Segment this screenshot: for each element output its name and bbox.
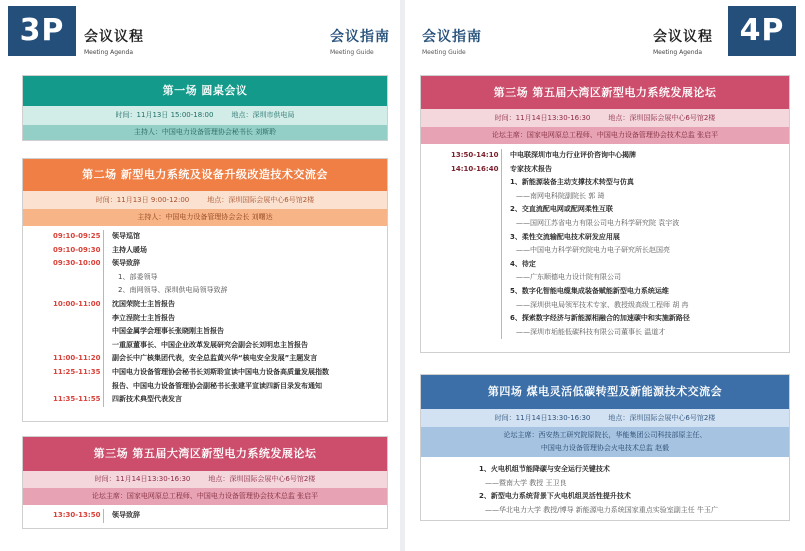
session-1-host: 主持人：中国电力设备管理协会秘书长 刘斯聆 xyxy=(23,125,387,140)
right-page-number-badge: 4P xyxy=(728,6,796,56)
session-3-left-title: 第三场 第五届大湾区新型电力系统发展论坛 xyxy=(23,437,387,471)
agenda-row xyxy=(451,285,789,299)
agenda-row-text: 2、南网领导、深圳供电局领导致辞 xyxy=(103,284,387,298)
session-4-info xyxy=(421,409,789,427)
agenda-row-text: 领导巡馆 xyxy=(103,230,387,244)
session-2-card xyxy=(22,158,388,422)
right-agenda-heading-en: Meeting Agenda xyxy=(653,49,702,56)
agenda-row xyxy=(451,326,789,340)
agenda-row-text: 中电联深圳市电力行业评价咨询中心揭牌 xyxy=(501,149,789,163)
agenda-row xyxy=(451,244,789,258)
agenda-row-text: ——深圳供电局领军技术专家、教授级高级工程师 胡 冉 xyxy=(501,299,789,313)
agenda-row-text: ——中国电力科学研究院电力电子研究所长赵国亮 xyxy=(501,244,789,258)
right-guide-heading-zh: 会议指南 xyxy=(422,29,482,45)
agenda-row-text: 专家技术报告 xyxy=(501,163,789,177)
agenda-row-time: 10:00-11:00 xyxy=(53,299,101,308)
agenda-heading-zh: 会议议程 xyxy=(84,29,144,45)
agenda-row-time: 13:30-13:50 xyxy=(53,511,101,519)
session-2-agenda-list xyxy=(23,226,387,411)
agenda-row-time: 11:00-11:20 xyxy=(53,354,101,363)
guide-heading-en: Meeting Guide xyxy=(330,49,374,56)
session-3-right-time: 时间：11月14日13:30-16:30 xyxy=(494,114,591,122)
session-4-agenda-list xyxy=(421,457,789,521)
agenda-row-text: 2、交直流配电网或配网柔性互联 xyxy=(501,203,789,217)
session-4-place: 地点：深圳国际会展中心6号馆2楼 xyxy=(608,414,716,422)
agenda-row xyxy=(451,217,789,231)
left-page xyxy=(0,0,400,551)
page-number-badge: 3P xyxy=(8,6,76,56)
session-1-place: 地点：深圳市供电局 xyxy=(231,111,295,119)
session-3-right-card xyxy=(420,75,790,353)
agenda-row xyxy=(451,299,789,313)
agenda-row-text: 四新技术典型代表发言 xyxy=(103,393,387,407)
agenda-row xyxy=(451,203,789,217)
agenda-row xyxy=(451,163,789,177)
agenda-row xyxy=(471,477,789,491)
agenda-heading-en: Meeting Agenda xyxy=(84,49,133,56)
agenda-row-text: ——国网江苏省电力有限公司电力科学研究院 袁宇波 xyxy=(501,217,789,231)
session-3-left-place: 地点：深圳国际会展中心6号馆2楼 xyxy=(208,475,316,483)
session-3-right-agenda-list xyxy=(421,144,789,343)
session-4-host-line-1: 论坛主席：西安热工研究院原院长，华能集团公司科技部原主任、 xyxy=(503,431,707,439)
right-agenda-heading-zh: 会议议程 xyxy=(653,29,713,45)
agenda-row xyxy=(53,271,387,285)
agenda-row xyxy=(53,339,387,353)
agenda-row xyxy=(471,463,789,477)
agenda-row xyxy=(451,231,789,245)
session-3-right-place: 地点：深圳国际会展中心6号馆2楼 xyxy=(608,114,716,122)
agenda-row-time: 11:35-11:55 xyxy=(53,395,101,404)
agenda-row-text: 1、新能源装备主动支撑技术转型与仿真 xyxy=(501,176,789,190)
agenda-row xyxy=(53,393,387,407)
agenda-row-text: 李立浧院士主旨报告 xyxy=(103,312,387,326)
session-4-title: 第四场 煤电灵活低碳转型及新能源技术交流会 xyxy=(421,375,789,409)
agenda-row xyxy=(451,149,789,163)
session-2-title: 第二场 新型电力系统及设备升级改造技术交流会 xyxy=(23,159,387,191)
agenda-row-time: 09:10-09:25 xyxy=(53,232,101,240)
agenda-row-text: 副会长中广核集团代表，安全总监黄兴华“核电安全发展”主题发言 xyxy=(103,352,387,366)
agenda-row xyxy=(53,509,387,523)
session-4-time: 时间：11月14日13:30-16:30 xyxy=(494,414,591,422)
agenda-heading xyxy=(84,26,144,56)
right-agenda-heading xyxy=(653,26,713,56)
agenda-row-text: 1、部委领导 xyxy=(103,271,387,285)
right-page xyxy=(405,0,805,551)
agenda-row xyxy=(53,244,387,258)
agenda-row xyxy=(451,312,789,326)
agenda-row-text: 领导致辞 xyxy=(103,257,387,271)
session-4-host-line-2: 中国电力设备管理协会火电技术总监 赵毅 xyxy=(540,444,670,452)
agenda-row xyxy=(471,490,789,504)
agenda-row-text: 一重原董事长、中国企业改革发展研究会副会长刘明忠主旨报告 xyxy=(103,339,387,353)
agenda-row-text: ——南网电科院副院长 郭 琦 xyxy=(501,190,789,204)
session-2-time: 时间：11月13日 9:00-12:00 xyxy=(95,196,190,204)
guide-heading-zh: 会议指南 xyxy=(330,29,390,45)
agenda-row xyxy=(451,258,789,272)
session-1-info xyxy=(23,106,387,125)
session-3-left-agenda-list xyxy=(23,505,387,527)
session-3-left-card xyxy=(22,436,388,529)
agenda-row-text: ——华北电力大学 教授/博导 新能源电力系统国家重点实验室副主任 牛玉广 xyxy=(485,505,719,514)
session-1-card xyxy=(22,75,388,141)
guide-heading xyxy=(330,26,390,56)
session-2-info xyxy=(23,191,387,209)
session-3-right-info xyxy=(421,109,789,127)
session-4-host xyxy=(421,427,789,457)
agenda-row-text: 5、数字化智能电缆集成装备赋能新型电力系统运维 xyxy=(501,285,789,299)
session-2-host: 主持人：中国电力设备管理协会会长 刘曙达 xyxy=(23,209,387,226)
agenda-row-text: 3、柔性交流输配电技术研发应用展 xyxy=(501,231,789,245)
agenda-row-text: 领导致辞 xyxy=(103,509,387,523)
agenda-row-text: 沈国荣院士主旨报告 xyxy=(103,298,387,312)
agenda-row-text: 报告、中国电力设备管理协会副秘书长张建平宣读四新目录发布通知 xyxy=(103,380,387,394)
agenda-row xyxy=(471,504,789,518)
agenda-row xyxy=(53,312,387,326)
session-1-time: 时间：11月13日 15:00-18:00 xyxy=(115,111,214,119)
agenda-row xyxy=(53,325,387,339)
session-1-title: 第一场 圆桌会议 xyxy=(23,76,387,106)
agenda-row xyxy=(53,380,387,394)
right-guide-heading-en: Meeting Guide xyxy=(422,49,466,56)
agenda-row-text: 1、火电机组节能降碳与安全运行关键技术 xyxy=(479,465,610,473)
agenda-row-text: ——暨南大学 教授 王卫良 xyxy=(485,478,567,487)
agenda-row xyxy=(53,284,387,298)
session-3-left-host: 论坛主席：国家电网原总工程师、中国电力设备管理协会技术总监 张启平 xyxy=(23,488,387,505)
agenda-row-text: 中国电力设备管理协会秘书长刘斯聆宣读中国电力设备高质量发展指数 xyxy=(103,366,387,380)
agenda-row-text: ——深圳市垢能低碳科技有限公司董事长 温道才 xyxy=(501,326,789,340)
agenda-row-time: 09:10-09:30 xyxy=(53,245,101,254)
agenda-row-time: 13:50-14:10 xyxy=(451,151,499,159)
right-guide-heading xyxy=(422,26,482,56)
agenda-row xyxy=(451,190,789,204)
agenda-row xyxy=(53,230,387,244)
session-3-left-info xyxy=(23,471,387,488)
agenda-row-time: 11:25-11:35 xyxy=(53,367,101,376)
agenda-row xyxy=(451,271,789,285)
agenda-row-text: 中国金属学会理事长张晓刚主旨报告 xyxy=(103,325,387,339)
session-4-card xyxy=(420,374,790,521)
agenda-row xyxy=(53,298,387,312)
agenda-row-time: 09:30-10:00 xyxy=(53,259,101,268)
agenda-row xyxy=(53,366,387,380)
session-3-right-host: 论坛主席：国家电网原总工程师、中国电力设备管理协会技术总监 张启平 xyxy=(421,127,789,144)
agenda-row-text: 4、待定 xyxy=(501,258,789,272)
session-2-place: 地点：深圳国际会展中心6号馆2楼 xyxy=(207,196,315,204)
agenda-row-text: 6、探索数字经济与新能源相融合的加速碳中和实施新路径 xyxy=(501,312,789,326)
session-3-right-title: 第三场 第五届大湾区新型电力系统发展论坛 xyxy=(421,76,789,109)
agenda-row-time: 14:10-16:40 xyxy=(451,164,499,173)
agenda-row-text: 主持人暖场 xyxy=(103,244,387,258)
agenda-row-text: ——广东顺德电力设计院有限公司 xyxy=(501,271,789,285)
session-3-left-time: 时间：11月14日13:30-16:30 xyxy=(94,475,191,483)
agenda-row-text: 2、新型电力系统背景下火电机组灵活性提升技术 xyxy=(479,492,631,501)
agenda-row xyxy=(53,257,387,271)
agenda-row xyxy=(53,352,387,366)
agenda-row xyxy=(451,176,789,190)
